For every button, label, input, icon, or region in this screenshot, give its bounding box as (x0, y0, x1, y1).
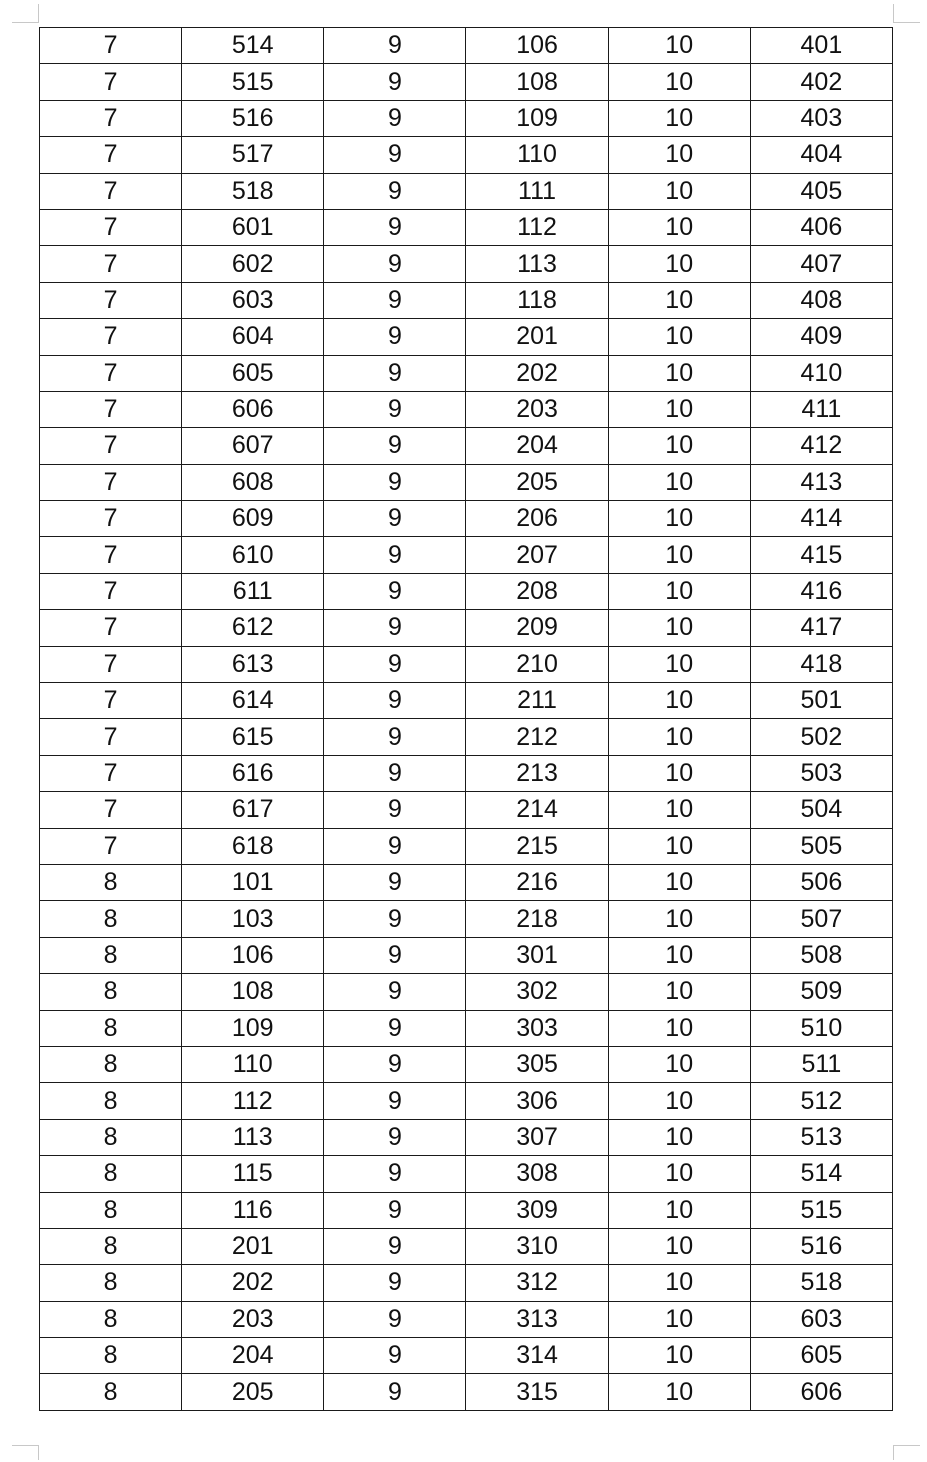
table-cell-col-2: 603 (182, 282, 324, 318)
table-cell-col-3: 9 (324, 100, 466, 136)
table-cell-col-4: 312 (466, 1265, 608, 1301)
table-cell-col-2: 606 (182, 391, 324, 427)
table-cell-col-2: 604 (182, 319, 324, 355)
table-cell-col-3: 9 (324, 646, 466, 682)
table-cell-col-1: 8 (40, 937, 182, 973)
table-cell-col-2: 612 (182, 610, 324, 646)
table-row (40, 1301, 893, 1337)
table-cell-col-4: 106 (466, 28, 608, 64)
table-cell-col-3: 9 (324, 755, 466, 791)
table-cell-col-5: 10 (608, 355, 750, 391)
table-row (40, 573, 893, 609)
table-cell-col-2: 602 (182, 246, 324, 282)
table-cell-col-5: 10 (608, 1301, 750, 1337)
table-cell-col-1: 7 (40, 64, 182, 100)
table-cell-col-6: 414 (750, 501, 892, 537)
table-cell-col-2: 517 (182, 137, 324, 173)
table-cell-col-6: 509 (750, 974, 892, 1010)
table-cell-col-6: 404 (750, 137, 892, 173)
table-cell-col-2: 201 (182, 1228, 324, 1264)
table-cell-col-1: 7 (40, 246, 182, 282)
table-cell-col-1: 8 (40, 901, 182, 937)
table-cell-col-5: 10 (608, 100, 750, 136)
table-cell-col-1: 8 (40, 1119, 182, 1155)
table-cell-col-5: 10 (608, 828, 750, 864)
table-cell-col-5: 10 (608, 1192, 750, 1228)
table-cell-col-3: 9 (324, 355, 466, 391)
table-cell-col-6: 510 (750, 1010, 892, 1046)
table-cell-col-6: 501 (750, 683, 892, 719)
table-cell-col-2: 518 (182, 173, 324, 209)
table-cell-col-6: 506 (750, 864, 892, 900)
table-cell-col-5: 10 (608, 1046, 750, 1082)
table-cell-col-4: 309 (466, 1192, 608, 1228)
table-row (40, 173, 893, 209)
table-cell-col-5: 10 (608, 901, 750, 937)
table-cell-col-3: 9 (324, 319, 466, 355)
table-cell-col-5: 10 (608, 1338, 750, 1374)
table-cell-col-3: 9 (324, 683, 466, 719)
table-cell-col-1: 7 (40, 719, 182, 755)
table-cell-col-5: 10 (608, 246, 750, 282)
table-body (40, 28, 893, 1411)
table-cell-col-1: 7 (40, 610, 182, 646)
table-cell-col-6: 514 (750, 1156, 892, 1192)
table-cell-col-5: 10 (608, 719, 750, 755)
table-cell-col-2: 611 (182, 573, 324, 609)
table-cell-col-4: 310 (466, 1228, 608, 1264)
table-cell-col-3: 9 (324, 792, 466, 828)
table-cell-col-4: 214 (466, 792, 608, 828)
table-cell-col-1: 7 (40, 683, 182, 719)
table-cell-col-3: 9 (324, 137, 466, 173)
table-cell-col-6: 402 (750, 64, 892, 100)
table-cell-col-2: 608 (182, 464, 324, 500)
table-cell-col-5: 10 (608, 610, 750, 646)
table-cell-col-5: 10 (608, 1083, 750, 1119)
table-cell-col-5: 10 (608, 1374, 750, 1410)
table-cell-col-3: 9 (324, 1046, 466, 1082)
table-cell-col-1: 7 (40, 501, 182, 537)
table-cell-col-2: 113 (182, 1119, 324, 1155)
table-cell-col-4: 213 (466, 755, 608, 791)
table-cell-col-4: 313 (466, 1301, 608, 1337)
table-cell-col-3: 9 (324, 64, 466, 100)
table-cell-col-4: 110 (466, 137, 608, 173)
table-row (40, 828, 893, 864)
table-cell-col-2: 109 (182, 1010, 324, 1046)
table-row (40, 937, 893, 973)
table-cell-col-6: 512 (750, 1083, 892, 1119)
table-cell-col-5: 10 (608, 864, 750, 900)
table-cell-col-2: 607 (182, 428, 324, 464)
table-cell-col-5: 10 (608, 974, 750, 1010)
table-cell-col-4: 218 (466, 901, 608, 937)
table-row (40, 64, 893, 100)
table-cell-col-6: 416 (750, 573, 892, 609)
table-cell-col-3: 9 (324, 1083, 466, 1119)
table-cell-col-6: 511 (750, 1046, 892, 1082)
table-cell-col-4: 118 (466, 282, 608, 318)
table-cell-col-4: 108 (466, 64, 608, 100)
table-cell-col-2: 613 (182, 646, 324, 682)
table-cell-col-5: 10 (608, 137, 750, 173)
table-cell-col-5: 10 (608, 282, 750, 318)
table-row (40, 1374, 893, 1410)
table-row (40, 537, 893, 573)
table-cell-col-2: 202 (182, 1265, 324, 1301)
table-cell-col-5: 10 (608, 792, 750, 828)
table-cell-col-2: 205 (182, 1374, 324, 1410)
table-cell-col-3: 9 (324, 391, 466, 427)
table-cell-col-1: 7 (40, 828, 182, 864)
table-row (40, 428, 893, 464)
table-cell-col-5: 10 (608, 501, 750, 537)
page-corner-mark-bottom-left (12, 1445, 39, 1460)
table-cell-col-5: 10 (608, 28, 750, 64)
table-cell-col-3: 9 (324, 610, 466, 646)
table-row (40, 901, 893, 937)
table-cell-col-4: 314 (466, 1338, 608, 1374)
table-row (40, 864, 893, 900)
table-cell-col-6: 515 (750, 1192, 892, 1228)
table-cell-col-4: 211 (466, 683, 608, 719)
table-cell-col-6: 505 (750, 828, 892, 864)
table-cell-col-1: 7 (40, 573, 182, 609)
table-cell-col-6: 507 (750, 901, 892, 937)
table-cell-col-1: 8 (40, 1338, 182, 1374)
table-row (40, 391, 893, 427)
table-cell-col-4: 216 (466, 864, 608, 900)
table-cell-col-5: 10 (608, 173, 750, 209)
table-cell-col-2: 116 (182, 1192, 324, 1228)
table-row (40, 610, 893, 646)
table-cell-col-3: 9 (324, 828, 466, 864)
table-cell-col-6: 417 (750, 610, 892, 646)
table-cell-col-3: 9 (324, 1119, 466, 1155)
table-cell-col-5: 10 (608, 573, 750, 609)
table-cell-col-2: 515 (182, 64, 324, 100)
table-cell-col-4: 207 (466, 537, 608, 573)
table-cell-col-5: 10 (608, 755, 750, 791)
table-row (40, 974, 893, 1010)
table-cell-col-3: 9 (324, 428, 466, 464)
table-cell-col-3: 9 (324, 464, 466, 500)
table-cell-col-6: 518 (750, 1265, 892, 1301)
table-cell-col-3: 9 (324, 864, 466, 900)
table-cell-col-4: 210 (466, 646, 608, 682)
table-cell-col-3: 9 (324, 282, 466, 318)
table-cell-col-3: 9 (324, 173, 466, 209)
table-row (40, 1010, 893, 1046)
table-row (40, 1083, 893, 1119)
table-cell-col-6: 415 (750, 537, 892, 573)
table-cell-col-4: 112 (466, 209, 608, 245)
table-cell-col-3: 9 (324, 937, 466, 973)
table-row (40, 1228, 893, 1264)
table-cell-col-6: 606 (750, 1374, 892, 1410)
table-cell-col-5: 10 (608, 1156, 750, 1192)
table-cell-col-3: 9 (324, 1192, 466, 1228)
table-cell-col-1: 7 (40, 173, 182, 209)
table-row (40, 1265, 893, 1301)
table-cell-col-5: 10 (608, 209, 750, 245)
table-cell-col-2: 615 (182, 719, 324, 755)
table-row (40, 1338, 893, 1374)
table-cell-col-1: 7 (40, 537, 182, 573)
table-cell-col-6: 513 (750, 1119, 892, 1155)
table-row (40, 246, 893, 282)
table-cell-col-3: 9 (324, 901, 466, 937)
table-cell-col-2: 614 (182, 683, 324, 719)
table-cell-col-3: 9 (324, 28, 466, 64)
table-cell-col-1: 8 (40, 1156, 182, 1192)
table-cell-col-3: 9 (324, 537, 466, 573)
table-row (40, 319, 893, 355)
table-cell-col-1: 7 (40, 428, 182, 464)
table-cell-col-2: 103 (182, 901, 324, 937)
table-cell-col-5: 10 (608, 537, 750, 573)
table-cell-col-1: 8 (40, 1228, 182, 1264)
table-cell-col-2: 618 (182, 828, 324, 864)
table-cell-col-3: 9 (324, 1228, 466, 1264)
table-cell-col-1: 7 (40, 100, 182, 136)
table-cell-col-1: 7 (40, 464, 182, 500)
table-cell-col-6: 504 (750, 792, 892, 828)
page-corner-mark-top-right (893, 4, 920, 23)
table-cell-col-6: 508 (750, 937, 892, 973)
table-cell-col-1: 7 (40, 355, 182, 391)
table-cell-col-4: 204 (466, 428, 608, 464)
table-cell-col-4: 111 (466, 173, 608, 209)
table-cell-col-6: 516 (750, 1228, 892, 1264)
table-cell-col-2: 605 (182, 355, 324, 391)
table-cell-col-5: 10 (608, 1265, 750, 1301)
table-cell-col-6: 403 (750, 100, 892, 136)
table-cell-col-4: 212 (466, 719, 608, 755)
table-row (40, 719, 893, 755)
table-cell-col-1: 7 (40, 391, 182, 427)
table-cell-col-6: 503 (750, 755, 892, 791)
table-cell-col-4: 206 (466, 501, 608, 537)
table-cell-col-3: 9 (324, 246, 466, 282)
table-cell-col-1: 7 (40, 646, 182, 682)
table-cell-col-2: 516 (182, 100, 324, 136)
table-cell-col-1: 7 (40, 28, 182, 64)
table-cell-col-2: 112 (182, 1083, 324, 1119)
table-cell-col-4: 113 (466, 246, 608, 282)
table-cell-col-5: 10 (608, 64, 750, 100)
table-cell-col-1: 7 (40, 755, 182, 791)
table-cell-col-4: 215 (466, 828, 608, 864)
table-cell-col-1: 8 (40, 1046, 182, 1082)
table-cell-col-3: 9 (324, 501, 466, 537)
table-cell-col-6: 409 (750, 319, 892, 355)
table-cell-col-2: 108 (182, 974, 324, 1010)
table-cell-col-1: 8 (40, 1301, 182, 1337)
table-cell-col-5: 10 (608, 1119, 750, 1155)
table-cell-col-4: 302 (466, 974, 608, 1010)
table-row (40, 646, 893, 682)
table-cell-col-1: 7 (40, 209, 182, 245)
table-row (40, 792, 893, 828)
table-row (40, 1046, 893, 1082)
table-cell-col-3: 9 (324, 1010, 466, 1046)
table-cell-col-1: 8 (40, 1010, 182, 1046)
table-cell-col-2: 106 (182, 937, 324, 973)
data-table (39, 27, 893, 1411)
table-cell-col-6: 401 (750, 28, 892, 64)
table-cell-col-6: 605 (750, 1338, 892, 1374)
table-row (40, 1192, 893, 1228)
table-row (40, 755, 893, 791)
table-row (40, 464, 893, 500)
table-cell-col-4: 202 (466, 355, 608, 391)
page-corner-mark-bottom-right (893, 1445, 920, 1460)
table-cell-col-5: 10 (608, 646, 750, 682)
table-row (40, 100, 893, 136)
table-cell-col-2: 617 (182, 792, 324, 828)
table-cell-col-2: 115 (182, 1156, 324, 1192)
table-row (40, 28, 893, 64)
table-cell-col-6: 410 (750, 355, 892, 391)
table-cell-col-6: 408 (750, 282, 892, 318)
table-cell-col-6: 406 (750, 209, 892, 245)
table-cell-col-3: 9 (324, 974, 466, 1010)
table-row (40, 282, 893, 318)
table-row (40, 1156, 893, 1192)
table-cell-col-2: 616 (182, 755, 324, 791)
table-cell-col-5: 10 (608, 1228, 750, 1264)
table-cell-col-5: 10 (608, 1010, 750, 1046)
table-cell-col-5: 10 (608, 464, 750, 500)
table-cell-col-5: 10 (608, 319, 750, 355)
table-cell-col-4: 301 (466, 937, 608, 973)
table-cell-col-6: 502 (750, 719, 892, 755)
table-cell-col-3: 9 (324, 719, 466, 755)
table-cell-col-3: 9 (324, 1338, 466, 1374)
table-cell-col-1: 8 (40, 1083, 182, 1119)
table-cell-col-1: 8 (40, 864, 182, 900)
table-row (40, 683, 893, 719)
table-cell-col-5: 10 (608, 391, 750, 427)
table-row (40, 355, 893, 391)
table-cell-col-2: 101 (182, 864, 324, 900)
table-cell-col-3: 9 (324, 209, 466, 245)
table-row (40, 137, 893, 173)
table-cell-col-4: 305 (466, 1046, 608, 1082)
table-cell-col-4: 308 (466, 1156, 608, 1192)
table-cell-col-4: 306 (466, 1083, 608, 1119)
table-cell-col-2: 514 (182, 28, 324, 64)
table-row (40, 501, 893, 537)
table-cell-col-4: 209 (466, 610, 608, 646)
table-cell-col-3: 9 (324, 1265, 466, 1301)
table-cell-col-3: 9 (324, 1301, 466, 1337)
table-cell-col-2: 110 (182, 1046, 324, 1082)
table-cell-col-1: 8 (40, 1192, 182, 1228)
table-cell-col-2: 204 (182, 1338, 324, 1374)
page-corner-mark-top-left (12, 4, 39, 23)
table-cell-col-1: 7 (40, 792, 182, 828)
table-cell-col-2: 203 (182, 1301, 324, 1337)
table-cell-col-6: 411 (750, 391, 892, 427)
table-cell-col-4: 201 (466, 319, 608, 355)
table-cell-col-5: 10 (608, 683, 750, 719)
table-cell-col-1: 8 (40, 1265, 182, 1301)
table-cell-col-1: 7 (40, 282, 182, 318)
table-cell-col-5: 10 (608, 937, 750, 973)
table-cell-col-1: 7 (40, 137, 182, 173)
table-cell-col-6: 418 (750, 646, 892, 682)
table-cell-col-2: 609 (182, 501, 324, 537)
table-cell-col-1: 7 (40, 319, 182, 355)
table-cell-col-6: 407 (750, 246, 892, 282)
table-cell-col-4: 203 (466, 391, 608, 427)
table-cell-col-6: 412 (750, 428, 892, 464)
table-cell-col-4: 307 (466, 1119, 608, 1155)
table-cell-col-6: 405 (750, 173, 892, 209)
table-cell-col-6: 603 (750, 1301, 892, 1337)
table-cell-col-4: 303 (466, 1010, 608, 1046)
table-cell-col-3: 9 (324, 1156, 466, 1192)
table-cell-col-2: 610 (182, 537, 324, 573)
table-cell-col-3: 9 (324, 573, 466, 609)
table-cell-col-4: 315 (466, 1374, 608, 1410)
table-cell-col-5: 10 (608, 428, 750, 464)
table-cell-col-4: 205 (466, 464, 608, 500)
table-cell-col-1: 8 (40, 974, 182, 1010)
table-cell-col-6: 413 (750, 464, 892, 500)
table-row (40, 209, 893, 245)
table-cell-col-4: 208 (466, 573, 608, 609)
table-cell-col-2: 601 (182, 209, 324, 245)
table-cell-col-1: 8 (40, 1374, 182, 1410)
table-row (40, 1119, 893, 1155)
table-cell-col-4: 109 (466, 100, 608, 136)
table-cell-col-3: 9 (324, 1374, 466, 1410)
